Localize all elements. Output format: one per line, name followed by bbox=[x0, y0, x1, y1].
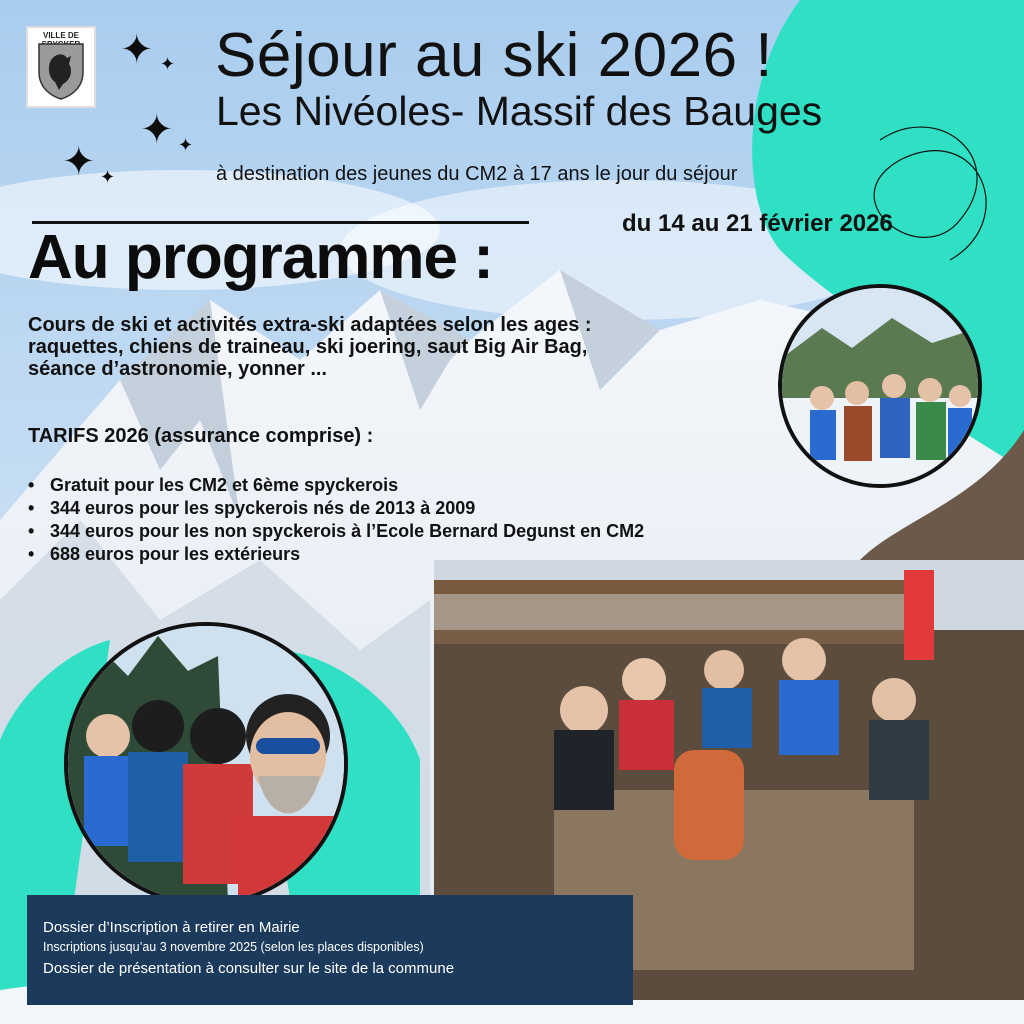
group-circle-photo bbox=[778, 284, 982, 488]
sparkle-icon: ✦ bbox=[100, 167, 116, 187]
tarif-item: • 344 euros pour les non spyckerois à l’Ecole Bernard Degunst en CM2 bbox=[26, 520, 644, 543]
logo-text: VILLE DE bbox=[42, 31, 79, 40]
registration-info-box bbox=[27, 895, 633, 1005]
page-title: Séjour au ski 2026 ! bbox=[215, 21, 774, 90]
city-logo bbox=[26, 26, 96, 108]
tarif-item: • 344 euros pour les spyckerois nés de 2013 à 2009 bbox=[26, 497, 644, 520]
audience-text: à destination des jeunes du CM2 à 17 ans le jour du séjour bbox=[216, 163, 738, 185]
sparkle-icon: ✦ bbox=[120, 28, 154, 72]
tarif-item: • Gratuit pour les CM2 et 6ème spyckerois bbox=[26, 474, 644, 497]
sparkle-icon: ✦ bbox=[62, 140, 96, 184]
photo-content bbox=[782, 288, 978, 484]
registration-line: Dossier d’Inscription à retirer en Mairie bbox=[43, 919, 300, 936]
deadline-line: Inscriptions jusqu’au 3 novembre 2025 (selon les places disponibles) bbox=[43, 940, 424, 954]
programme-heading: Au programme : bbox=[28, 223, 493, 292]
website-line: Dossier de présentation à consulter sur le site de la commune bbox=[43, 960, 455, 977]
city-crest-icon bbox=[37, 42, 85, 100]
tarifs-list bbox=[26, 474, 644, 566]
sparkle-icon: ✦ bbox=[140, 108, 174, 152]
sparkle-icon: ✦ bbox=[178, 135, 194, 155]
trip-dates: du 14 au 21 février 2026 bbox=[622, 210, 893, 237]
chairlift-circle-photo bbox=[64, 622, 348, 906]
programme-description: Cours de ski et activités extra-ski adaptées selon les ages : raquettes, chiens de traineau, ski joering, saut Big Air Bag, séance d’astronomie, yonner ... bbox=[28, 314, 592, 380]
sparkle-icon: ✦ bbox=[160, 54, 176, 74]
photo-content bbox=[68, 626, 344, 902]
page-subtitle: Les Nivéoles- Massif des Bauges bbox=[216, 88, 823, 134]
tarif-item: • 688 euros pour les extérieurs bbox=[26, 543, 644, 566]
tarifs-heading: TARIFS 2026 (assurance comprise) : bbox=[28, 425, 374, 447]
